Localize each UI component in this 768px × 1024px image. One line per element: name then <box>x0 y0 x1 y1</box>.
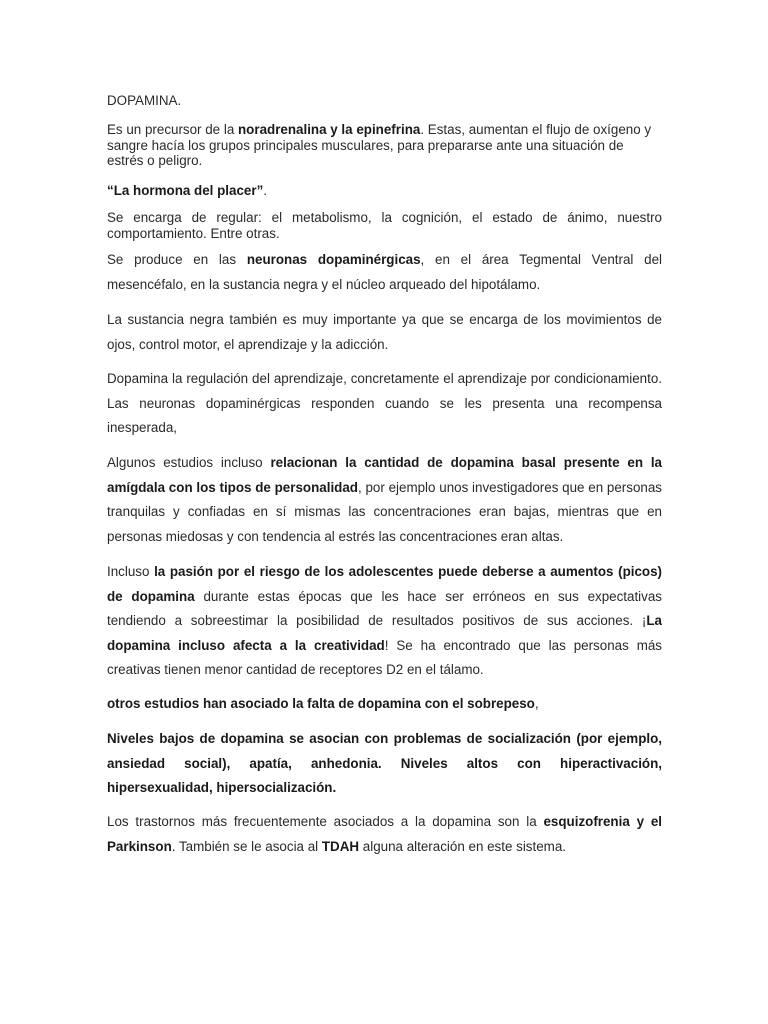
p1-bold-1: noradrenalina y la epinefrina <box>238 122 421 137</box>
paragraph-5 <box>107 308 662 357</box>
p8-text-3: ! Se ha encontrado que las personas más creativas tienen menor cantidad de receptores D2 en el tálamo. <box>107 637 662 677</box>
paragraph-7 <box>107 451 662 549</box>
p11-bold-1: esquizofrenia y el Parkinson <box>107 814 662 854</box>
paragraph-6 <box>107 367 662 441</box>
p9-text-1: , <box>534 696 539 711</box>
p4-text-2: , en el área Tegmental Ventral del mesencéfalo, en la sustancia negra y el núcleo arqueado del hipotálamo. <box>107 252 662 292</box>
p10-bold-1: Niveles bajos de dopamina se asocian con problemas de socialización (por ejemplo, ansiedad social), apatía, anhedonia. Niveles altos con hiperactivación, hipersexualidad, hipersocialización. <box>107 731 662 795</box>
p8-text-2: durante estas épocas que les hace ser erróneos en sus expectativas tendiendo a sobreestimar la posibilidad de resultados positivos de sus acciones. ¡ <box>107 588 662 628</box>
p8-bold-2: La dopamina incluso afecta a la creatividad <box>107 613 662 653</box>
p8-text-1: Incluso <box>107 564 155 579</box>
paragraph-2 <box>107 183 662 199</box>
p1-text-2: . Estas, aumentan el flujo de oxígeno y sangre hacía los grupos principales musculares, para prepararse ante una situación de estrés o peligro. <box>107 122 652 168</box>
p3-text-1: Se encarga de regular: el metabolismo, la cognición, el estado de ánimo, nuestro comportamiento. Entre otras. <box>107 210 662 241</box>
p5-text-1: La sustancia negra también es muy importante ya que se encarga de los movimientos de ojos, control motor, el aprendizaje y la adicción. <box>107 312 662 352</box>
paragraph-4 <box>107 248 662 297</box>
p11-text-3: alguna alteración en este sistema. <box>359 838 566 854</box>
p8-bold-1: la pasión por el riesgo de los adolescentes puede deberse a aumentos (picos) de dopamina <box>107 564 662 604</box>
p4-text-1: Se produce en las <box>107 252 247 267</box>
paragraph-10 <box>107 727 662 801</box>
p9-bold-1: otros estudios han asociado la falta de dopamina con el sobrepeso <box>107 696 535 711</box>
p7-text-1: Algunos estudios incluso <box>107 455 271 470</box>
p11-bold-2: TDAH <box>321 838 360 854</box>
paragraph-11 <box>107 810 662 859</box>
p7-text-2: , por ejemplo unos investigadores que en personas tranquilas y confiadas en sí mismas las concentraciones eran bajas, mientras que en personas miedosas y con tendencia al estrés las concentraciones eran altas. <box>107 479 663 544</box>
p1-text-1: Es un precursor de la <box>107 122 238 137</box>
p6-text-1: Dopamina la regulación del aprendizaje, concretamente el aprendizaje por condicionamiento. Las neuronas dopaminérgicas responden cuando se les presenta una recompensa inesperada, <box>107 371 662 435</box>
p11-text-2: . También se le asocia al <box>171 838 322 854</box>
paragraph-1 <box>107 122 662 169</box>
paragraph-3 <box>107 210 662 241</box>
document-title <box>107 93 662 109</box>
p7-bold-1: relacionan la cantidad de dopamina basal presente en la amígdala con los tipos de personalidad <box>107 455 662 495</box>
p4-bold-1: neuronas dopaminérgicas <box>246 252 421 267</box>
p2-bold-1: “La hormona del placer” <box>107 183 264 198</box>
title-text: DOPAMINA. <box>107 93 182 108</box>
paragraph-9 <box>107 692 662 717</box>
paragraph-8 <box>107 560 662 683</box>
p11-text-1: Los trastornos más frecuentemente asociados a la dopamina son la <box>107 814 544 829</box>
p2-text-1: . <box>263 183 267 198</box>
